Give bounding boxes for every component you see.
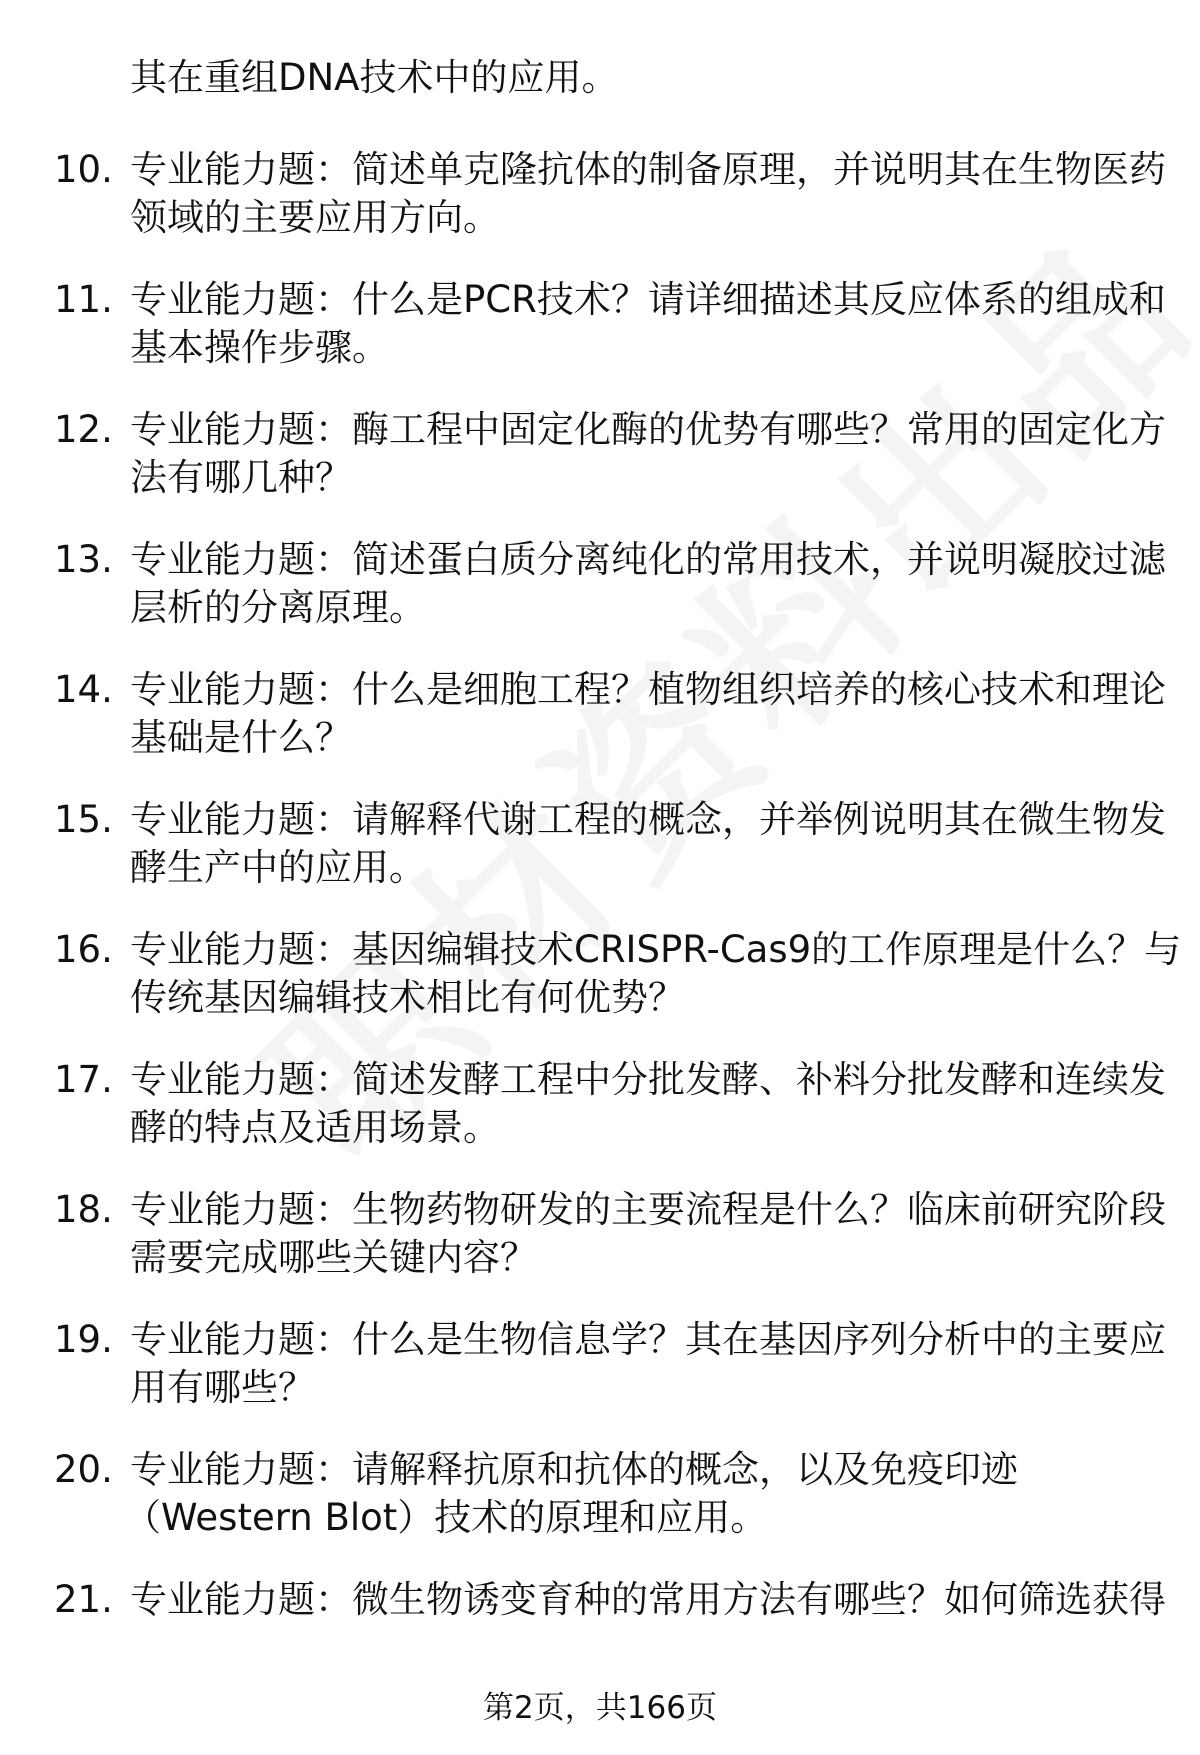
item-number: 16. xyxy=(54,928,113,971)
item-text-line1: 专业能力题：酶工程中固定化酶的优势有哪些？常用的固定化方 xyxy=(130,408,1166,451)
item-text-line1: 专业能力题：生物药物研发的主要流程是什么？临床前研究阶段 xyxy=(130,1188,1166,1231)
item-text-line2: （Western Blot）技术的原理和应用。 xyxy=(124,1496,768,1539)
item-number: 18. xyxy=(54,1188,113,1231)
item-text-line1: 专业能力题：基因编辑技术CRISPR-Cas9的工作原理是什么？与 xyxy=(130,928,1182,971)
item-text-line2: 基础是什么？ xyxy=(130,716,352,759)
item-text-line2: 传统基因编辑技术相比有何优势？ xyxy=(130,976,685,1019)
item-text-line1: 专业能力题：简述蛋白质分离纯化的常用技术，并说明凝胶过滤 xyxy=(130,538,1166,581)
item-text-line1: 专业能力题：简述单克隆抗体的制备原理，并说明其在生物医药 xyxy=(130,148,1166,191)
item-number: 21. xyxy=(54,1578,113,1621)
item-number: 19. xyxy=(54,1318,113,1361)
item-text-line2: 基本操作步骤。 xyxy=(130,326,389,369)
item-text-line2: 层析的分离原理。 xyxy=(130,586,426,629)
item-number: 20. xyxy=(54,1448,113,1491)
page-footer: 第2页，共166页 xyxy=(483,1690,717,1726)
item-number: 11. xyxy=(54,278,113,321)
item-text-line2: 领域的主要应用方向。 xyxy=(130,196,500,239)
item-text-line1: 专业能力题：请解释代谢工程的概念，并举例说明其在微生物发 xyxy=(130,798,1166,841)
item-text-line1: 专业能力题：什么是生物信息学？其在基因序列分析中的主要应 xyxy=(130,1318,1166,1361)
intro-line: 其在重组DNA技术中的应用。 xyxy=(130,56,619,99)
item-text-line2: 需要完成哪些关键内容？ xyxy=(130,1236,537,1279)
item-number: 13. xyxy=(54,538,113,581)
item-text-line1: 专业能力题：微生物诱变育种的常用方法有哪些？如何筛选获得 xyxy=(130,1578,1166,1621)
item-text-line2: 酵的特点及适用场景。 xyxy=(130,1106,500,1149)
item-number: 17. xyxy=(54,1058,113,1101)
item-text-line1: 专业能力题：什么是细胞工程？植物组织培养的核心技术和理论 xyxy=(130,668,1166,711)
item-text-line1: 专业能力题：请解释抗原和抗体的概念，以及免疫印迹 xyxy=(130,1448,1018,1491)
item-text-line2: 酵生产中的应用。 xyxy=(130,846,426,889)
item-number: 10. xyxy=(54,148,113,191)
item-text-line2: 用有哪些？ xyxy=(130,1366,315,1409)
item-number: 14. xyxy=(54,668,113,711)
item-text-line1: 专业能力题：简述发酵工程中分批发酵、补料分批发酵和连续发 xyxy=(130,1058,1166,1101)
item-number: 15. xyxy=(54,798,113,841)
item-number: 12. xyxy=(54,408,113,451)
item-text-line1: 专业能力题：什么是PCR技术？请详细描述其反应体系的组成和 xyxy=(130,278,1166,321)
item-text-line2: 法有哪几种？ xyxy=(130,456,352,499)
